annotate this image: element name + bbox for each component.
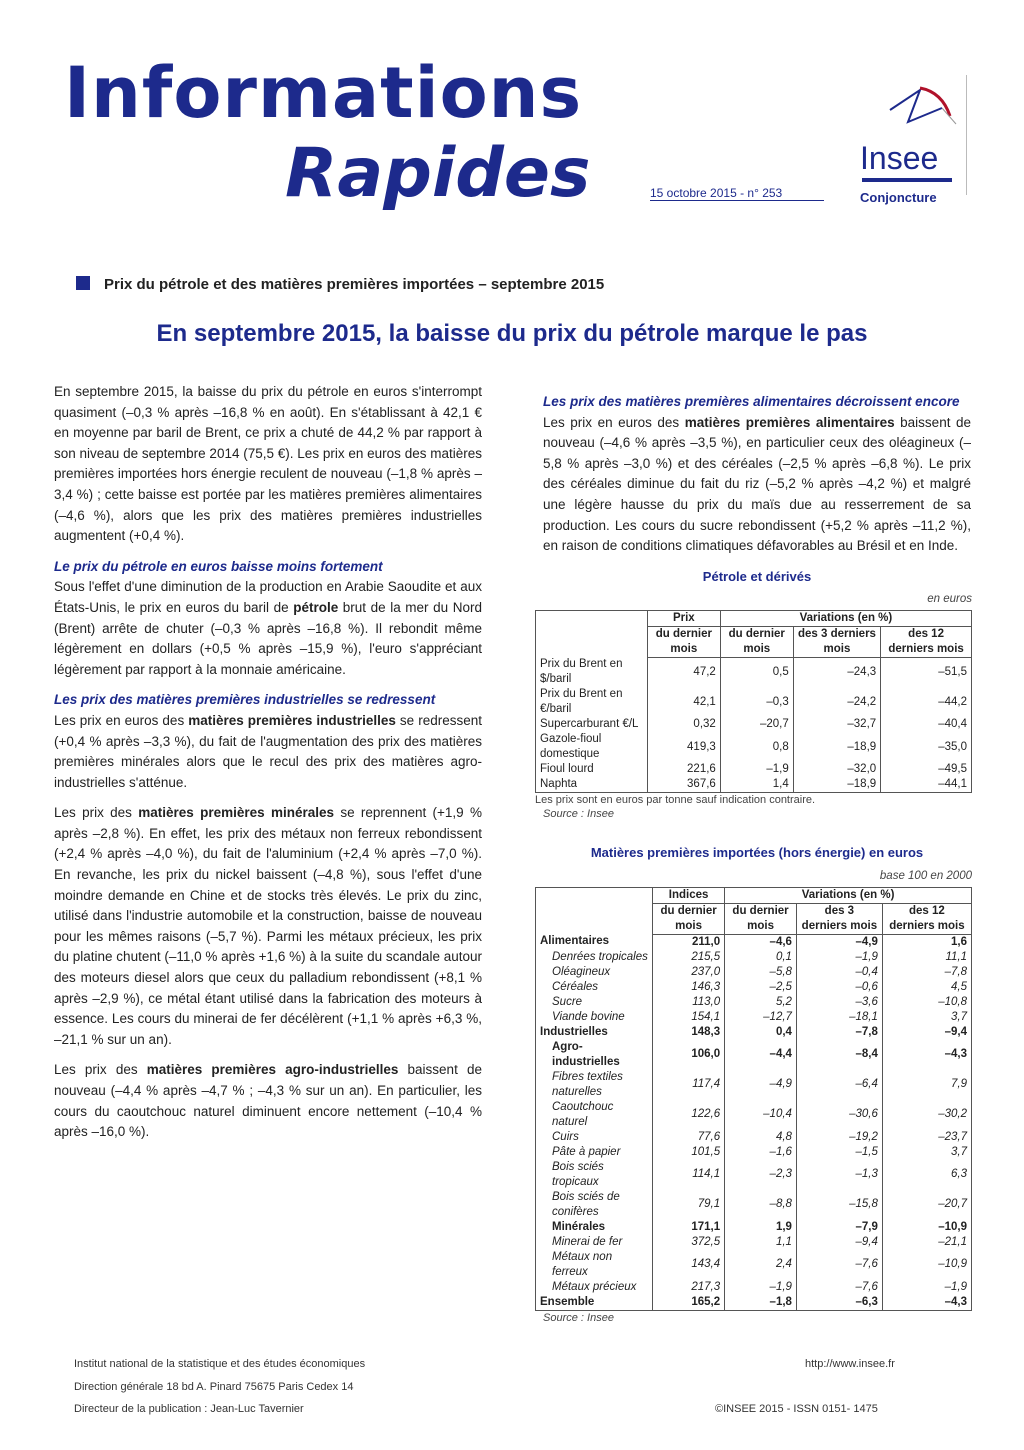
table1-col-header: des 12 derniers mois <box>881 626 972 657</box>
table-row <box>536 995 972 1010</box>
row-value: 117,4 <box>653 1070 725 1100</box>
footer-institute: Institut national de la statistique et des études économiques <box>74 1358 366 1370</box>
footer-address: Direction générale 18 bd A. Pinard 75675 Paris Cedex 14 <box>74 1381 354 1393</box>
footer-director: Directeur de la publication : Jean-Luc Tavernier <box>74 1403 304 1415</box>
row-label: Minerai de fer <box>536 1235 653 1250</box>
footer-url-link[interactable]: http://www.insee.fr <box>805 1358 895 1370</box>
row-value: 0,8 <box>720 732 793 762</box>
row-value: 211,0 <box>653 934 725 950</box>
row-value: –10,8 <box>882 995 971 1010</box>
row-label: Industrielles <box>536 1025 653 1040</box>
row-label: Alimentaires <box>536 934 653 950</box>
subhead-bullet <box>76 276 90 290</box>
table-row <box>536 1190 972 1220</box>
row-value: 11,1 <box>882 950 971 965</box>
row-value: 146,3 <box>653 980 725 995</box>
logo-divider <box>966 75 967 195</box>
table2-col-header: du dernier mois <box>653 903 725 934</box>
bold-term: matières premières agro-industrielles <box>146 1062 399 1078</box>
text-fragment: Les prix en euros des <box>54 712 189 728</box>
table-row <box>536 1100 972 1130</box>
row-value: 42,1 <box>647 687 720 717</box>
table1-body <box>536 657 972 793</box>
row-label: Bois sciés de conifères <box>536 1190 653 1220</box>
footer-copyright: ©INSEE 2015 - ISSN 0151- 1475 <box>715 1403 878 1415</box>
row-value: –1,6 <box>725 1145 797 1160</box>
row-value: 114,1 <box>653 1160 725 1190</box>
row-value: 122,6 <box>653 1100 725 1130</box>
row-value: –7,8 <box>882 965 971 980</box>
logo-subtitle: Conjoncture <box>860 190 937 205</box>
row-value: 77,6 <box>653 1130 725 1145</box>
row-value: 79,1 <box>653 1190 725 1220</box>
row-value: –15,8 <box>796 1190 882 1220</box>
table-row <box>536 1040 972 1070</box>
row-value: –4,3 <box>882 1295 971 1311</box>
row-label: Métaux non ferreux <box>536 1250 653 1280</box>
subhead: Prix du pétrole et des matières premières importées – septembre 2015 <box>104 276 605 293</box>
text-fragment: se reprennent (+1,9 % après –2,8 %). En effet, les prix des métaux non ferreux rebondissent (+2,4 % après –4,0 %), du fait de l'aluminium (+2,4 % après –7,0 %). En revanche, les prix du nickel baissent (–4,8 %), sous l'effet d'une moindre demande en Chine et de stocks très élevés. Le prix du zinc, utilisé dans l'industrie automobile et la construction, baisse de nouveau pour les mêmes raisons (–5,7 %). Parmi les métaux précieux, les prix du platine chutent (–11,0 % après +1,6 %) à la suite du scandale autour des moteurs diesel alors que ceux du palladium rebondissent (+8,1 % après –2,9 %), ce métal étant utilisé dans la fabrication des moteurs à essence. Les cours du minerai de fer décélèrent (+1,1 % après +6,3 %, –21,1 % sur un an). <box>54 805 482 1047</box>
table-row <box>536 950 972 965</box>
row-label: Oléagineux <box>536 965 653 980</box>
row-value: 154,1 <box>653 1010 725 1025</box>
row-value: 221,6 <box>647 762 720 777</box>
paragraph-alimentaires <box>543 413 971 557</box>
table1-source: Source : Insee <box>543 808 614 821</box>
row-value: 171,1 <box>653 1220 725 1235</box>
row-value: –4,4 <box>725 1040 797 1070</box>
right-column <box>535 392 972 1325</box>
row-value: –0,4 <box>796 965 882 980</box>
row-value: –24,3 <box>793 657 880 687</box>
row-value: 367,6 <box>647 777 720 793</box>
row-value: –1,9 <box>720 762 793 777</box>
table-row <box>536 762 972 777</box>
row-label: Prix du Brent en €/baril <box>536 687 648 717</box>
row-value: –1,9 <box>725 1280 797 1295</box>
page-headline: En septembre 2015, la baisse du prix du pétrole marque le pas <box>156 320 868 347</box>
row-value: –0,3 <box>720 687 793 717</box>
text-fragment: baissent de nouveau (–4,4 % après –4,7 % ; –4,3 % sur un an). En particulier, les cours du caoutchouc naturel diminuent encore nettement (–10,4 % après –16,0 %). <box>54 1062 482 1140</box>
table1-header-prix: Prix <box>647 610 720 626</box>
row-value: –30,2 <box>882 1100 971 1130</box>
row-label: Minérales <box>536 1220 653 1235</box>
row-label: Fioul lourd <box>536 762 648 777</box>
table-row <box>536 1025 972 1040</box>
table-row <box>536 980 972 995</box>
row-value: 4,5 <box>882 980 971 995</box>
row-value: 217,3 <box>653 1280 725 1295</box>
row-value: –2,5 <box>725 980 797 995</box>
table-row <box>536 1145 972 1160</box>
table-row <box>536 1160 972 1190</box>
table1-col-header: du dernier mois <box>647 626 720 657</box>
table1-col-header: des 3 derniers mois <box>793 626 880 657</box>
row-value: 7,9 <box>882 1070 971 1100</box>
left-column <box>54 382 482 1153</box>
row-label: Agro-industrielles <box>536 1040 653 1070</box>
row-value: –1,9 <box>796 950 882 965</box>
row-label: Métaux précieux <box>536 1280 653 1295</box>
row-value: 148,3 <box>653 1025 725 1040</box>
row-value: –2,3 <box>725 1160 797 1190</box>
row-value: 372,5 <box>653 1235 725 1250</box>
row-value: –4,6 <box>725 934 797 950</box>
row-value: 0,5 <box>720 657 793 687</box>
table-row <box>536 1070 972 1100</box>
row-label: Fibres textiles naturelles <box>536 1070 653 1100</box>
row-label: Supercarburant €/L <box>536 717 648 732</box>
bold-term: matières premières industrielles <box>188 712 396 728</box>
table1-title: Pétrole et dérivés <box>702 568 812 584</box>
table1-header-variations: Variations (en %) <box>720 610 971 626</box>
row-value: –20,7 <box>720 717 793 732</box>
paragraph-minerales <box>54 803 482 1050</box>
table2-col-header: du dernier mois <box>725 903 797 934</box>
row-value: –1,3 <box>796 1160 882 1190</box>
row-value: –18,1 <box>796 1010 882 1025</box>
table-row <box>536 1295 972 1311</box>
row-value: 1,4 <box>720 777 793 793</box>
row-value: –6,4 <box>796 1070 882 1100</box>
table2-corner <box>536 887 653 934</box>
row-value: –7,8 <box>796 1025 882 1040</box>
row-value: –9,4 <box>882 1025 971 1040</box>
paragraph-petrole <box>54 577 482 680</box>
row-label: Viande bovine <box>536 1010 653 1025</box>
table2-header-variations: Variations (en %) <box>725 887 972 903</box>
row-value: 101,5 <box>653 1145 725 1160</box>
row-value: 215,5 <box>653 950 725 965</box>
table-row <box>536 687 972 717</box>
table-row <box>536 965 972 980</box>
matieres-table <box>535 887 972 1311</box>
row-value: –1,8 <box>725 1295 797 1311</box>
table1-corner <box>536 610 648 657</box>
bold-term: matières premières alimentaires <box>684 414 895 430</box>
row-label: Gazole-fioul domestique <box>536 732 648 762</box>
row-value: –20,7 <box>882 1190 971 1220</box>
paragraph-intro: En septembre 2015, la baisse du prix du pétrole en euros s'interrompt quasiment (–0,3 % après –16,8 % en août). En s'établissant à 42,1 € en moyenne par baril de Brent, ce prix a chuté de 44,2 % par rapport à son niveau de septembre 2014 (75,5 €). Les prix en euros des matières premières importées hors énergie reculent de nouveau (–1,8 % après –3,4 %) ; cette baisse est portée par les matières premières alimentaires (–4,6 %), alors que les prix des matières premières industrielles augmentent (+0,4 %). <box>54 384 482 544</box>
paragraph-agro <box>54 1060 482 1142</box>
text-fragment: Les prix des <box>54 805 139 821</box>
row-value: –49,5 <box>881 762 972 777</box>
section-heading-petrole: Le prix du pétrole en euros baisse moins fortement <box>54 558 383 574</box>
row-value: –1,9 <box>882 1280 971 1295</box>
row-value: 0,32 <box>647 717 720 732</box>
issue-date: 15 octobre 2015 - n° 253 <box>650 186 824 201</box>
row-value: –10,9 <box>882 1250 971 1280</box>
table2-title: Matières premières importées (hors énergie) en euros <box>590 845 924 861</box>
row-value: –32,7 <box>793 717 880 732</box>
table-row <box>536 1220 972 1235</box>
paragraph-industrielles <box>54 711 482 793</box>
table1-col-header: du dernier mois <box>720 626 793 657</box>
table-row <box>536 1250 972 1280</box>
table-row <box>536 732 972 762</box>
row-value: –4,3 <box>882 1040 971 1070</box>
row-value: –35,0 <box>881 732 972 762</box>
row-value: 0,1 <box>725 950 797 965</box>
text-fragment: Les prix en euros des <box>543 414 685 430</box>
masthead-title: Informations <box>64 52 583 134</box>
table-row <box>536 1010 972 1025</box>
row-label: Bois sciés tropicaux <box>536 1160 653 1190</box>
row-value: –32,0 <box>793 762 880 777</box>
section-heading-alimentaires: Les prix des matières premières alimentaires décroissent encore <box>543 394 960 409</box>
table-row <box>536 777 972 793</box>
row-value: 237,0 <box>653 965 725 980</box>
table2-header-indices: Indices <box>653 887 725 903</box>
row-value: –7,6 <box>796 1250 882 1280</box>
row-value: 113,0 <box>653 995 725 1010</box>
text-fragment: Sous l'effet d'une diminution de la production en Arabie Saoudite et aux États-Unis, le prix en euros du baril de <box>54 579 482 615</box>
table2-col-header: des 12 derniers mois <box>882 903 971 934</box>
row-label: Sucre <box>536 995 653 1010</box>
row-value: –3,6 <box>796 995 882 1010</box>
row-value: –44,1 <box>881 777 972 793</box>
row-value: –40,4 <box>881 717 972 732</box>
row-value: 6,3 <box>882 1160 971 1190</box>
row-value: 3,7 <box>882 1145 971 1160</box>
text-fragment: se redressent (+0,4 % après –3,3 %), du fait de l'augmentation des prix des matières premières minérales alors que le recul des prix des matières agro-industrielles s'atténue. <box>54 712 483 790</box>
row-label: Caoutchouc naturel <box>536 1100 653 1130</box>
row-value: –19,2 <box>796 1130 882 1145</box>
row-value: 1,1 <box>725 1235 797 1250</box>
row-value: –18,9 <box>793 777 880 793</box>
row-value: –18,9 <box>793 732 880 762</box>
table2-unit: base 100 en 2000 <box>879 870 972 883</box>
text-fragment: brut de la mer du Nord (Brent) arrête de chuter (–0,3 % après –16,8 %). Il rebondit même légèrement en dollars (+0,5 % après –15,9 %), l'euro s'appréciant légèrement par rapport à la monnaie américaine. <box>54 599 482 677</box>
table-row <box>536 717 972 732</box>
table-row <box>536 1130 972 1145</box>
row-label: Naphta <box>536 777 648 793</box>
row-value: 2,4 <box>725 1250 797 1280</box>
masthead-subtitle: Rapides <box>285 134 591 213</box>
row-value: 1,9 <box>725 1220 797 1235</box>
bold-term: pétrole <box>293 599 339 615</box>
row-label: Cuirs <box>536 1130 653 1145</box>
row-value: –6,3 <box>796 1295 882 1311</box>
row-value: –5,8 <box>725 965 797 980</box>
bold-term: matières premières minérales <box>138 805 335 821</box>
table1-unit: en euros <box>927 593 972 606</box>
row-value: 5,2 <box>725 995 797 1010</box>
logo-rule <box>862 178 952 182</box>
row-value: –4,9 <box>725 1070 797 1100</box>
row-value: 106,0 <box>653 1040 725 1070</box>
row-value: –10,9 <box>882 1220 971 1235</box>
petrole-table <box>535 610 972 794</box>
row-label: Prix du Brent en $/baril <box>536 657 648 687</box>
row-value: –12,7 <box>725 1010 797 1025</box>
row-value: 419,3 <box>647 732 720 762</box>
row-value: 143,4 <box>653 1250 725 1280</box>
row-value: –0,6 <box>796 980 882 995</box>
row-value: –8,4 <box>796 1040 882 1070</box>
row-value: 0,4 <box>725 1025 797 1040</box>
table-row <box>536 1280 972 1295</box>
row-label: Céréales <box>536 980 653 995</box>
text-fragment: Les prix des <box>54 1062 147 1078</box>
row-value: –4,9 <box>796 934 882 950</box>
row-value: –10,4 <box>725 1100 797 1130</box>
row-value: –23,7 <box>882 1130 971 1145</box>
table1-note: Les prix sont en euros par tonne sauf indication contraire. <box>535 794 816 807</box>
row-value: –8,8 <box>725 1190 797 1220</box>
table-row <box>536 657 972 687</box>
logo-name: Insee <box>860 140 939 176</box>
row-value: –9,4 <box>796 1235 882 1250</box>
table-row <box>536 934 972 950</box>
row-label: Pâte à papier <box>536 1145 653 1160</box>
row-value: 3,7 <box>882 1010 971 1025</box>
row-value: –30,6 <box>796 1100 882 1130</box>
row-label: Denrées tropicales <box>536 950 653 965</box>
row-value: –51,5 <box>881 657 972 687</box>
row-value: –1,5 <box>796 1145 882 1160</box>
row-value: 4,8 <box>725 1130 797 1145</box>
table2-source: Source : Insee <box>543 1311 614 1324</box>
row-label: Ensemble <box>536 1295 653 1311</box>
row-value: 1,6 <box>882 934 971 950</box>
row-value: –7,6 <box>796 1280 882 1295</box>
row-value: –44,2 <box>881 687 972 717</box>
table2-col-header: des 3 derniers mois <box>796 903 882 934</box>
row-value: –7,9 <box>796 1220 882 1235</box>
row-value: 47,2 <box>647 657 720 687</box>
section-heading-industrielles: Les prix des matières premières industrielles se redressent <box>54 692 436 708</box>
insee-logo-icon <box>880 80 960 138</box>
row-value: –24,2 <box>793 687 880 717</box>
row-value: 165,2 <box>653 1295 725 1311</box>
table2-body <box>536 934 972 1310</box>
row-value: –21,1 <box>882 1235 971 1250</box>
text-fragment: baissent de nouveau (–4,6 % après –3,5 %), en particulier ceux des oléagineux (–5,8 % après –3,0 %) et des céréales (–2,5 % après –6,8 %). Le prix des céréales diminue du fait du riz (–5,2 % après –4,2 %) et malgré une légère hausse du prix du maïs due au resserrement de sa production. Les cours du sucre rebondissent (+5,2 % après –11,2 %), en raison de conditions climatiques défavorables au Brésil et en Inde. <box>543 414 971 554</box>
table-row <box>536 1235 972 1250</box>
